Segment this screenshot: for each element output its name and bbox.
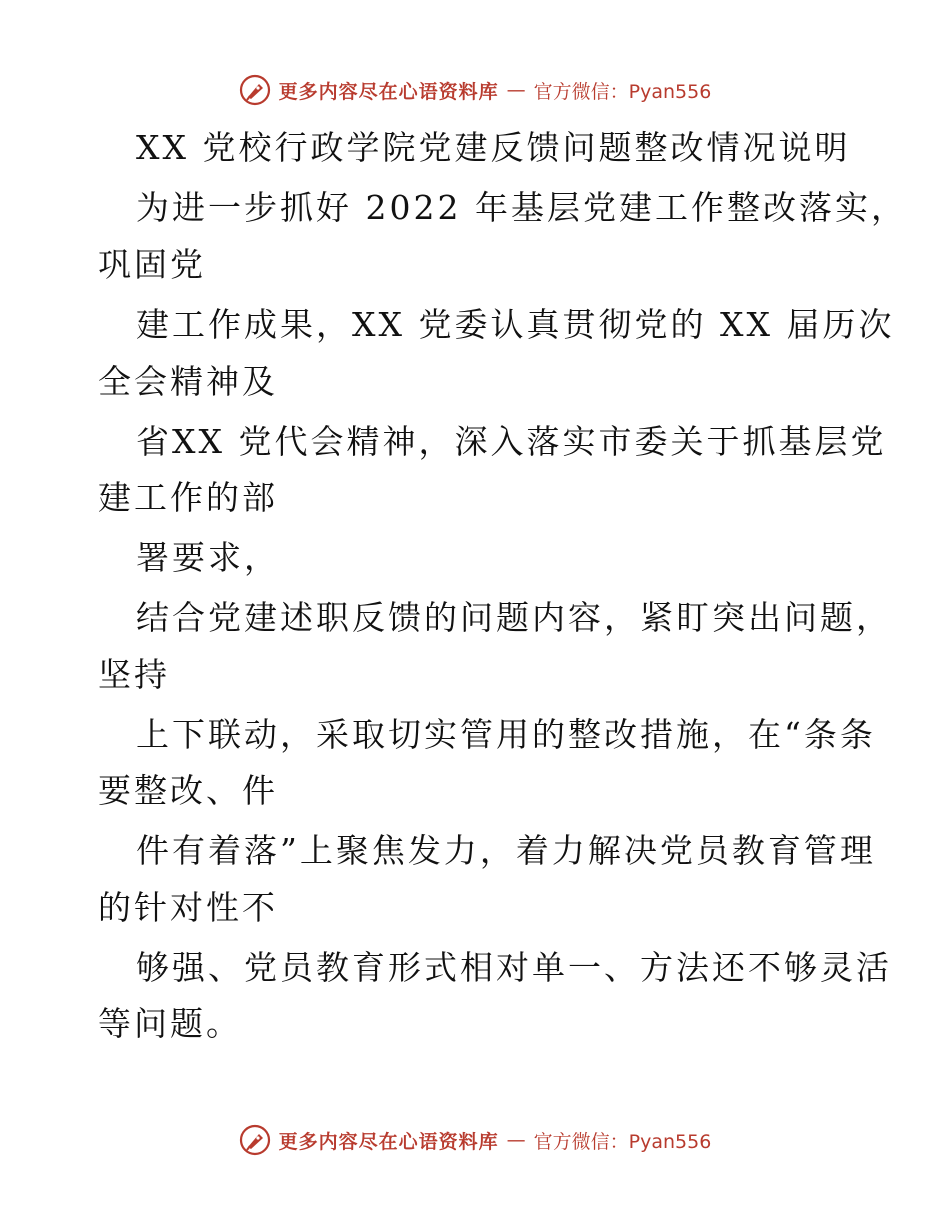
paragraph-line: 结合党建述职反馈的问题内容，紧盯突出问题， [136, 598, 892, 637]
paragraph-line: 建工作的部 [98, 478, 278, 517]
paragraph-line: 上下联动，采取切实管用的整改措施，在“条条 [136, 715, 876, 754]
watermark-separator: — [506, 79, 526, 101]
pen-nib-logo-icon [239, 1124, 271, 1156]
watermark-separator: — [506, 1129, 526, 1151]
paragraph-line: 等问题。 [98, 1004, 242, 1043]
footer-watermark [0, 1118, 950, 1162]
paragraph-line: 的针对性不 [98, 888, 278, 927]
paragraph-line: 件有着落”上聚焦发力，着力解决党员教育管理 [136, 831, 876, 870]
paragraph-line: 全会精神及 [98, 362, 278, 401]
paragraph-line: 坚持 [98, 655, 170, 694]
watermark-brand: 更多内容尽在心语资料库 [278, 1130, 499, 1153]
pen-nib-logo-icon [239, 74, 271, 106]
paragraph-line: 巩固党 [98, 245, 206, 284]
paragraph-line: 够强、党员教育形式相对单一、方法还不够灵活 [136, 948, 892, 987]
watermark-wechat: 官方微信：Pyan556 [533, 80, 712, 103]
watermark-wechat: 官方微信：Pyan556 [533, 1130, 712, 1153]
paragraph-line: 为进一步抓好 2022 年基层党建工作整改落实， [136, 188, 907, 227]
document-title: XX 党校行政学院党建反馈问题整改情况说明 [136, 128, 851, 167]
paragraph-line: 省XX 党代会精神，深入落实市委关于抓基层党 [136, 422, 887, 461]
paragraph-line: 署要求， [136, 538, 280, 577]
paragraph-line: 建工作成果，XX 党委认真贯彻党的 XX 届历次 [136, 305, 895, 344]
paragraph-line: 要整改、件 [98, 771, 278, 810]
watermark-brand: 更多内容尽在心语资料库 [278, 80, 499, 103]
header-watermark [0, 68, 950, 112]
